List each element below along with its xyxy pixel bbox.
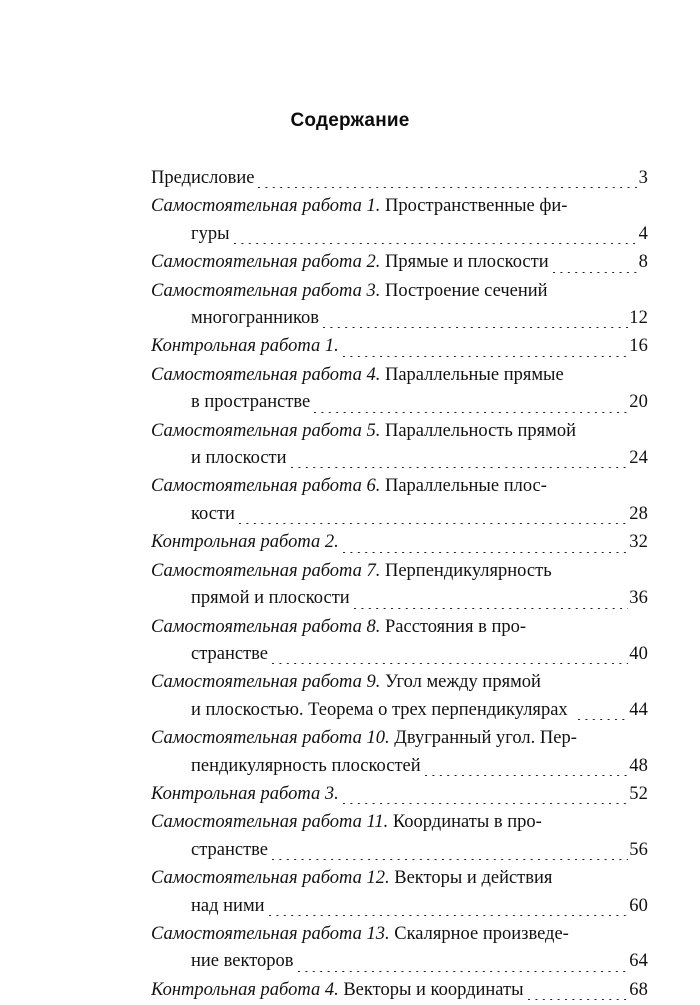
toc-entry-kind: Самостоятельная работа 1. <box>151 196 381 217</box>
toc-entry-kind: Самостоятельная работа 3. <box>151 280 381 301</box>
toc-entry[interactable] <box>151 249 648 276</box>
toc-page-number: 28 <box>629 503 648 524</box>
toc-entry-text <box>151 865 552 892</box>
dot-leader <box>343 803 629 804</box>
toc-entry-line-cont <box>151 893 648 920</box>
toc-entry-kind: Самостоятельная работа 9. <box>151 672 381 693</box>
toc-entry-title: и плоскостью. Теорема о трех перпендикулярах <box>191 699 568 720</box>
toc-page-number: 24 <box>629 448 648 469</box>
dot-leader <box>234 243 638 244</box>
toc-page-number: 8 <box>638 252 648 273</box>
toc-entry-title: над ними <box>191 895 265 916</box>
toc-entry[interactable] <box>151 362 648 417</box>
toc-entry-kind: Самостоятельная работа 5. <box>151 420 381 441</box>
toc-entry-line-first <box>151 418 648 445</box>
toc-entry-line-cont <box>151 445 648 472</box>
toc-entry-text <box>151 473 547 500</box>
toc-entry-text <box>151 333 339 360</box>
dot-leader <box>272 663 628 664</box>
toc-list <box>151 165 648 1005</box>
toc-entry-title: кости <box>191 503 235 524</box>
page-title: Содержание <box>290 110 410 131</box>
toc-entry-text <box>151 193 567 220</box>
toc-entry[interactable] <box>151 614 648 669</box>
toc-entry-kind: Самостоятельная работа 4. <box>151 364 381 385</box>
toc-entry-text <box>151 165 254 192</box>
toc-entry-kind: Самостоятельная работа 7. <box>151 560 381 581</box>
toc-entry-title: Векторы и координаты <box>338 979 524 1000</box>
toc-entry-line-cont <box>151 641 648 668</box>
toc-entry[interactable] <box>151 809 648 864</box>
dot-leader <box>314 412 628 413</box>
toc-entry-text <box>151 445 287 472</box>
toc-entry-line-cont <box>151 837 648 864</box>
toc-entry-text <box>151 221 230 248</box>
toc-entry-line-cont <box>151 948 648 975</box>
toc-page-number: 44 <box>629 699 648 720</box>
toc-entry-kind: Самостоятельная работа 10. <box>151 728 390 749</box>
toc-entry-line-first <box>151 781 648 808</box>
toc-entry-title: Перпендикулярность <box>380 560 552 581</box>
toc-entry-title: гуры <box>191 223 230 244</box>
toc-entry-text <box>151 781 339 808</box>
toc-entry-title: Параллельные прямые <box>380 364 564 385</box>
toc-entry-line-first <box>151 558 648 585</box>
toc-entry[interactable] <box>151 558 648 613</box>
toc-entry[interactable] <box>151 165 648 192</box>
toc-page-number: 64 <box>629 951 648 972</box>
toc-entry-line-first <box>151 333 648 360</box>
toc-entry-text <box>151 948 294 975</box>
toc-page-number: 36 <box>629 588 648 609</box>
toc-entry-kind: Контрольная работа 1. <box>151 336 339 357</box>
toc-page-number: 4 <box>638 223 648 244</box>
toc-entry-title: Прямые и плоскости <box>380 252 549 273</box>
toc-entry[interactable] <box>151 921 648 976</box>
toc-page-number: 56 <box>629 839 648 860</box>
toc-entry-text <box>151 977 524 1004</box>
toc-entry-text <box>151 641 268 668</box>
toc-page-number: 3 <box>638 168 648 188</box>
toc-entry-kind: Контрольная работа 4. <box>151 979 339 1000</box>
toc-entry-title: Векторы и действия <box>389 868 553 889</box>
toc-entry-title: ние векторов <box>191 951 294 972</box>
toc-entry-text <box>151 921 569 948</box>
toc-entry-text <box>151 558 552 585</box>
toc-entry-title: Расстояния в про- <box>380 616 527 637</box>
toc-entry[interactable] <box>151 781 648 808</box>
dot-leader <box>298 971 629 972</box>
dot-leader <box>269 915 629 916</box>
toc-entry-title: Предисловие <box>151 168 255 188</box>
toc-entry-title: многогранников <box>191 308 320 329</box>
dot-leader <box>291 467 629 468</box>
toc-entry-text <box>151 893 265 920</box>
toc-entry-line-first <box>151 809 648 836</box>
toc-entry[interactable] <box>151 333 648 360</box>
toc-entry-line-cont <box>151 753 648 780</box>
toc-entry-text <box>151 501 235 528</box>
toc-entry-text <box>151 305 319 332</box>
toc-entry-kind: Самостоятельная работа 2. <box>151 252 381 273</box>
toc-page-number: 40 <box>629 643 648 664</box>
toc-entry[interactable] <box>151 418 648 473</box>
toc-entry-line-cont <box>151 697 648 724</box>
toc-entry-text <box>151 614 526 641</box>
toc-entry-line-first <box>151 725 648 752</box>
dot-leader <box>343 552 629 553</box>
toc-entry-title: в пространстве <box>191 392 311 413</box>
toc-entry-line-first <box>151 669 648 696</box>
toc-entry-kind: Контрольная работа 2. <box>151 532 339 553</box>
toc-entry-text <box>151 753 421 780</box>
toc-entry-line-first <box>151 473 648 500</box>
dot-leader <box>578 719 629 720</box>
toc-entry-line-first <box>151 614 648 641</box>
dot-leader <box>425 775 629 776</box>
toc-entry-text <box>151 362 564 389</box>
toc-entry-text <box>151 278 548 305</box>
toc-entry[interactable] <box>151 473 648 528</box>
toc-entry-title: Двугранный угол. Пер- <box>389 728 577 749</box>
dot-leader <box>354 608 629 609</box>
toc-entry-line-cont <box>151 389 648 416</box>
toc-entry-title: Пространственные фи- <box>380 196 568 217</box>
toc-entry-line-first <box>151 529 648 556</box>
toc-page-number: 52 <box>629 783 648 804</box>
toc-entry-line-first <box>151 193 648 220</box>
toc-entry-text <box>151 837 268 864</box>
dot-leader <box>258 187 637 188</box>
toc-entry-kind: Самостоятельная работа 13. <box>151 923 390 944</box>
toc-page-number: 68 <box>629 979 648 1000</box>
toc-entry-kind: Самостоятельная работа 12. <box>151 868 390 889</box>
toc-entry-kind: Самостоятельная работа 11. <box>151 812 389 833</box>
toc-entry-text <box>151 418 576 445</box>
dot-leader <box>239 523 628 524</box>
toc-entry-title: странстве <box>191 643 269 664</box>
toc-page-number: 48 <box>629 755 648 776</box>
toc-entry-kind: Самостоятельная работа 6. <box>151 476 381 497</box>
toc-entry-title: Координаты в про- <box>388 812 542 833</box>
toc-entry-text <box>151 725 577 752</box>
toc-entry-line-first <box>151 362 648 389</box>
toc-page-number: 60 <box>629 895 648 916</box>
dot-leader <box>323 327 628 328</box>
toc-page-number: 32 <box>629 532 648 553</box>
toc-entry-text <box>151 529 339 556</box>
toc-entry-line-first <box>151 249 648 276</box>
dot-leader <box>272 859 628 860</box>
toc-entry-line-cont <box>151 585 648 612</box>
toc-entry-line-first <box>151 977 648 1004</box>
toc-entry-title: Скалярное произведе- <box>389 923 569 944</box>
toc-entry-text <box>151 697 568 724</box>
toc-entry-text <box>151 669 541 696</box>
toc-entry-title: Параллельные плос- <box>380 476 547 497</box>
toc-entry-text <box>151 809 542 836</box>
toc-entry-kind: Самостоятельная работа 8. <box>151 616 381 637</box>
toc-page-number: 16 <box>629 336 648 357</box>
dot-leader <box>343 356 629 357</box>
toc-entry-title: пендикулярность плоскостей <box>191 755 421 776</box>
toc-entry[interactable] <box>151 725 648 780</box>
toc-entry[interactable] <box>151 977 648 1004</box>
toc-entry-line-first <box>151 165 648 192</box>
toc-entry-text <box>151 249 549 276</box>
toc-entry[interactable] <box>151 193 648 248</box>
toc-entry[interactable] <box>151 529 648 556</box>
toc-entry-title: странстве <box>191 839 269 860</box>
toc-entry-line-first <box>151 865 648 892</box>
toc-entry-text <box>151 585 350 612</box>
toc-entry-line-cont <box>151 305 648 332</box>
toc-page-number: 12 <box>629 308 648 329</box>
toc-entry-title: прямой и плоскости <box>191 588 350 609</box>
toc-entry-line-first <box>151 921 648 948</box>
toc-entry-title: Построение сечений <box>380 280 548 301</box>
toc-entry-kind: Контрольная работа 3. <box>151 783 339 804</box>
toc-entry-text <box>151 389 310 416</box>
toc-entry[interactable] <box>151 669 648 724</box>
toc-entry-title: и плоскости <box>191 448 287 469</box>
toc-entry-line-first <box>151 278 648 305</box>
toc-entry-title: Угол между прямой <box>380 672 541 693</box>
toc-entry[interactable] <box>151 278 648 333</box>
toc-entry-line-cont <box>151 221 648 248</box>
dot-leader <box>553 272 638 273</box>
toc-entry-title: Параллельность прямой <box>380 420 577 441</box>
toc-page-number: 20 <box>629 392 648 413</box>
toc-entry-line-cont <box>151 501 648 528</box>
toc-entry[interactable] <box>151 865 648 920</box>
